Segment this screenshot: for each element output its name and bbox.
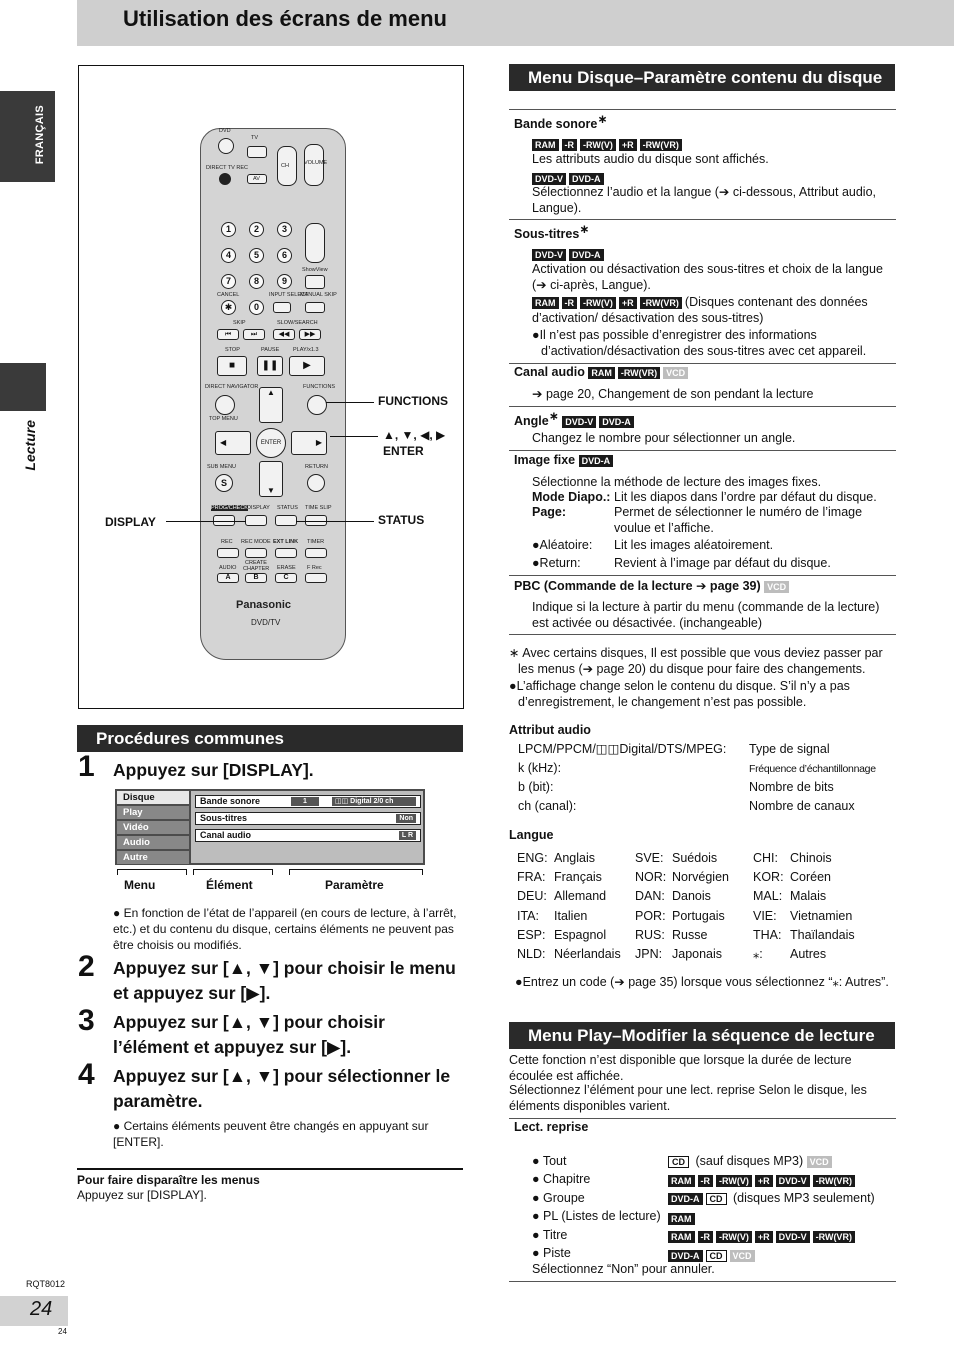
row-bande-sonore-num: 1 bbox=[291, 797, 319, 806]
attribut-key-2: k (kHz): bbox=[518, 761, 562, 775]
sous-titres-title-text: Sous-titres bbox=[514, 227, 580, 242]
tag-rwvr: -RW(VR) bbox=[640, 297, 682, 309]
tag-rwvr: -RW(VR) bbox=[618, 367, 660, 379]
status-button-icon bbox=[275, 515, 297, 526]
lect-item-pl-tags bbox=[668, 1211, 698, 1225]
remote-label-frec: F Rec bbox=[307, 565, 322, 571]
lect-item-groupe-tags bbox=[668, 1190, 875, 1206]
angle-star: ∗ bbox=[548, 409, 559, 423]
pbc-text: Indique si la lecture à partir du menu (commande de la lecture) est activée ou désactivée. (inchangeable) bbox=[532, 600, 880, 630]
remote-label-input-select: INPUT SELECT bbox=[269, 292, 309, 298]
caption-element: Élément bbox=[206, 878, 253, 892]
tag-dvdv: DVD-V bbox=[532, 249, 566, 261]
page-title: Utilisation des écrans de menu bbox=[123, 6, 447, 31]
pbc-title-text: PBC (Commande de la lecture ➔ page 39) bbox=[514, 579, 761, 593]
lect-item-piste: ● Piste bbox=[532, 1246, 571, 1260]
image-fixe-title bbox=[514, 453, 616, 467]
langue-name: Néerlandais bbox=[554, 947, 621, 961]
tag-dvda: DVD-A bbox=[668, 1193, 703, 1205]
angle-title bbox=[514, 409, 637, 428]
tag-r: -R bbox=[562, 139, 578, 151]
hide-menu-text: Appuyez sur [DISPLAY]. bbox=[77, 1188, 207, 1202]
lect-item-tout: ● Tout bbox=[532, 1154, 567, 1168]
bande-sonore-star: ∗ bbox=[597, 112, 608, 126]
sous-titres-text-2: (Disques contenant des données d’activation/ désactivation des sous-titres) bbox=[532, 295, 868, 325]
row-sous-titres bbox=[195, 812, 421, 825]
remote-label-stop: STOP bbox=[225, 347, 240, 353]
remote-control bbox=[200, 128, 346, 660]
remote-label-slow-search: SLOW/SEARCH bbox=[277, 320, 318, 326]
langue-name: Thaïlandais bbox=[790, 927, 855, 942]
skip-back-icon: ⏮ bbox=[217, 329, 239, 340]
enter-button-icon: ENTER bbox=[256, 428, 286, 458]
remote-label-erase: ERASE bbox=[277, 565, 296, 571]
remote-label-return: RETURN bbox=[305, 464, 328, 470]
remote-label-prog-check: PROG/CHECK bbox=[211, 505, 248, 511]
timer-button-icon bbox=[305, 548, 327, 558]
step-2-number: 2 bbox=[78, 950, 95, 983]
attribut-val-3: Nombre de bits bbox=[749, 780, 834, 794]
tag-dvdv: DVD-V bbox=[776, 1231, 810, 1243]
langue-name: Autres bbox=[790, 947, 827, 961]
langue-name: Anglais bbox=[554, 851, 595, 865]
num-0-button-icon: 0 bbox=[249, 300, 264, 315]
langue-code: ⁎: bbox=[753, 947, 763, 961]
tag-vcd: VCD bbox=[807, 1156, 832, 1168]
row-canal-audio-value: L R bbox=[399, 831, 416, 840]
remote-label-pause: PAUSE bbox=[261, 347, 280, 353]
remote-label-display: DISPLAY bbox=[247, 505, 270, 511]
langue-name: Coréen bbox=[790, 870, 831, 885]
sous-titres-text-3: Il n’est pas possible d’enregistrer des informations d’activation/désactivation des sous-titres avec cet appareil. bbox=[539, 328, 867, 358]
sous-titres-line-2 bbox=[532, 294, 894, 326]
remote-label-rec-mode: REC MODE bbox=[241, 539, 271, 545]
step-4-text: Appuyez sur [▲, ▼] pour sélectionner le paramètre. bbox=[113, 1066, 451, 1111]
num-4-button-icon: 4 bbox=[221, 248, 236, 263]
model-label: DVD/TV bbox=[251, 618, 281, 627]
section-tab bbox=[0, 363, 46, 411]
direct-navigator-button-icon bbox=[215, 395, 235, 415]
langue-name: Norvégien bbox=[672, 870, 729, 885]
page-number: 24 bbox=[30, 1298, 53, 1320]
chapter-b-button-icon: B bbox=[245, 573, 267, 583]
bande-sonore-tags-1 bbox=[532, 137, 685, 151]
langue-name: Allemand bbox=[554, 889, 607, 904]
tag-ram: RAM bbox=[668, 1175, 695, 1187]
step-1-note: ● En fonction de l’état de l’appareil (en cours de lecture, à l’arrêt, etc.) et du contenu du disque, certains éléments ne peuvent pas être choisis ou modifiés. bbox=[113, 906, 457, 952]
image-fixe-val-1: Lit les diapos dans l’ordre par défaut du disque. bbox=[614, 490, 877, 504]
langue-name: Japonais bbox=[672, 947, 723, 961]
lect-item-pl: ● PL (Listes de lecture) bbox=[532, 1209, 661, 1223]
tag-cd: CD bbox=[706, 1193, 727, 1205]
langue-name: Russe bbox=[672, 927, 708, 942]
langue-code: SVE: bbox=[635, 851, 664, 865]
rec-dot-icon bbox=[219, 173, 231, 185]
play-intro-1: Cette fonction n’est disponible que lorsque la durée de lecture écoulée est affichée. bbox=[509, 1053, 852, 1083]
row-bande-sonore bbox=[195, 795, 421, 808]
frec-button-icon bbox=[305, 573, 327, 583]
langue-note-text: Entrez un code (➔ page 35) lorsque vous sélectionnez “⁎: Autres”. bbox=[522, 975, 889, 989]
callout-display: DISPLAY bbox=[105, 515, 156, 529]
langue-code: ITA: bbox=[517, 908, 539, 923]
tag-r: -R bbox=[562, 297, 578, 309]
langue-code: VIE: bbox=[753, 908, 777, 923]
remote-label-rec: REC bbox=[221, 539, 233, 545]
power-button-icon bbox=[218, 138, 234, 154]
remote-label-manual-skip: MANUAL SKIP bbox=[300, 292, 337, 298]
step-4-number: 4 bbox=[78, 1058, 95, 1091]
sous-titres-text-1: Activation ou désactivation des sous-titres et choix de la langue (➔ ci-après, Langue). bbox=[532, 262, 883, 292]
canal-audio-text: ➔ page 20, Changement de son pendant la lecture bbox=[532, 387, 814, 401]
lect-item-tout-note: (sauf disques MP3) bbox=[695, 1154, 804, 1168]
erase-c-button-icon: C bbox=[275, 573, 297, 583]
tag-pr: +R bbox=[755, 1175, 773, 1187]
lect-item-groupe-label: Groupe bbox=[543, 1191, 585, 1205]
audio-a-button-icon: A bbox=[217, 573, 239, 583]
remote-label-volume: VOLUME bbox=[304, 160, 328, 166]
skip-forward-icon: ⏭ bbox=[243, 329, 265, 340]
remote-label-sub-menu: SUB MENU bbox=[207, 464, 237, 470]
step-1-number: 1 bbox=[78, 750, 95, 783]
lect-item-pl-label: PL (Listes de lecture) bbox=[543, 1209, 661, 1223]
tag-dvda: DVD-A bbox=[599, 416, 634, 428]
num-1-button-icon: 1 bbox=[221, 222, 236, 237]
hide-menu-title: Pour faire disparaître les menus bbox=[77, 1173, 260, 1187]
display-menu-screen bbox=[115, 789, 425, 865]
arrow-up-icon: ▲ bbox=[259, 387, 283, 423]
bande-sonore-title-text: Bande sonore bbox=[514, 117, 598, 132]
langue-code: MAL: bbox=[753, 889, 783, 904]
langue-code: JPN: bbox=[635, 947, 663, 961]
tag-rwvr: -RW(VR) bbox=[813, 1231, 855, 1243]
remote-label-direct-navigator: DIRECT NAVIGATOR bbox=[205, 384, 259, 390]
langue-title: Langue bbox=[509, 828, 554, 842]
tag-vcd: VCD bbox=[764, 581, 789, 593]
functions-button-icon bbox=[307, 395, 327, 415]
image-fixe-title-text: Image fixe bbox=[514, 453, 576, 467]
langue-code: DEU: bbox=[517, 889, 547, 904]
langue-code: DAN: bbox=[635, 889, 665, 904]
rewind-icon: ◀◀ bbox=[273, 329, 295, 340]
bande-sonore-text-2: Sélectionnez l’audio et la langue (➔ ci-dessous, Attribut audio, Langue). bbox=[532, 185, 877, 215]
row-canal-audio-label: Canal audio bbox=[200, 830, 252, 840]
tag-vcd: VCD bbox=[663, 367, 688, 379]
sous-titres-note: ●Il n’est pas possible d’enregistrer des informations d’activation/désactivation des sous-titres avec cet appareil. bbox=[532, 328, 867, 358]
tag-cd: CD bbox=[706, 1250, 727, 1262]
bande-sonore-text-1: Les attributs audio du disque sont affichés. bbox=[532, 152, 769, 166]
tag-dvdv: DVD-V bbox=[532, 173, 566, 185]
lect-item-titre-label: Titre bbox=[542, 1228, 568, 1242]
attribut-key-3: b (bit): bbox=[518, 780, 554, 794]
caption-menu: Menu bbox=[124, 878, 156, 892]
langue-name: Suédois bbox=[672, 851, 718, 865]
image-fixe-key-1: Mode Diapo.: bbox=[532, 490, 611, 504]
remote-label-create-chapter: CREATE CHAPTER bbox=[243, 560, 270, 572]
image-fixe-key-2: Page: bbox=[532, 505, 567, 519]
sub-menu-button-icon: S bbox=[215, 474, 233, 492]
manual-skip-button-icon bbox=[305, 302, 325, 313]
tag-rwvr: -RW(VR) bbox=[813, 1175, 855, 1187]
fast-forward-icon: ▶▶ bbox=[299, 329, 321, 340]
langue-code: POR: bbox=[635, 908, 666, 923]
play-menu-heading: Menu Play–Modifier la séquence de lecture bbox=[509, 1022, 895, 1049]
lect-item-chapitre: ● Chapitre bbox=[532, 1172, 591, 1186]
lect-item-titre-tags bbox=[668, 1229, 858, 1243]
lect-item-piste-tags bbox=[668, 1248, 758, 1262]
menu-play: Play bbox=[117, 806, 189, 819]
showview-button-icon bbox=[305, 275, 325, 289]
num-7-button-icon: 7 bbox=[221, 274, 236, 289]
tag-rwv: -RW(V) bbox=[716, 1231, 752, 1243]
num-3-button-icon: 3 bbox=[277, 222, 292, 237]
remote-label-skip: SKIP bbox=[233, 320, 246, 326]
tag-r: -R bbox=[698, 1175, 714, 1187]
attribut-key-1: LPCM/PPCM/◫◫Digital/DTS/MPEG: bbox=[518, 742, 727, 756]
langue-code: THA: bbox=[753, 927, 782, 942]
lect-item-piste-label: Piste bbox=[543, 1246, 571, 1260]
brand-logo: Panasonic bbox=[236, 599, 292, 611]
rec-button-icon bbox=[217, 548, 239, 558]
tv-power-button-icon bbox=[247, 146, 267, 158]
callout-status: STATUS bbox=[378, 513, 425, 527]
angle-text: Changez le nombre pour sélectionner un angle. bbox=[532, 431, 796, 445]
row-sous-titres-value: Non bbox=[396, 814, 416, 823]
remote-label-ch: CH bbox=[281, 163, 289, 169]
tag-ram: RAM bbox=[668, 1213, 695, 1225]
image-fixe-val-4: Revient à l’image par défaut du disque. bbox=[614, 556, 831, 570]
remote-label-showview: ShowView bbox=[302, 267, 328, 273]
lect-item-groupe-note: (disques MP3 seulement) bbox=[732, 1191, 875, 1205]
tag-pr: +R bbox=[619, 139, 637, 151]
menu-autre: Autre bbox=[117, 851, 189, 864]
image-fixe-text: Sélectionne la méthode de lecture des images fixes. bbox=[532, 475, 822, 489]
remote-label-tv: TV bbox=[251, 135, 259, 141]
tag-ram: RAM bbox=[588, 367, 615, 379]
step-3-number: 3 bbox=[78, 1004, 95, 1037]
return-button-icon bbox=[307, 474, 325, 492]
langue-code: RUS: bbox=[635, 927, 665, 942]
remote-label-direct-tv-rec: DIRECT TV REC bbox=[206, 165, 248, 171]
step-2-text: Appuyez sur [▲, ▼] pour choisir le menu et appuyez sur [▶]. bbox=[113, 958, 456, 1003]
pause-icon: ❚❚ bbox=[257, 356, 283, 376]
tag-rwv: -RW(V) bbox=[580, 139, 616, 151]
remote-label-av: AV bbox=[253, 176, 260, 182]
tag-pr: +R bbox=[619, 297, 637, 309]
remote-label-functions: FUNCTIONS bbox=[303, 384, 336, 390]
remote-label-cancel: CANCEL bbox=[217, 292, 240, 298]
tag-dvdv: DVD-V bbox=[562, 416, 596, 428]
stop-icon: ■ bbox=[217, 356, 247, 376]
play-intro-2: Sélectionnez l’élément pour une lect. reprise Selon le disque, les éléments disponibles varient. bbox=[509, 1083, 867, 1113]
footnote-1: ∗ Avec certains disques, Il est possible que vous deviez passer par les menus (➔ page 20) du disque pour faire des changements. bbox=[509, 646, 883, 676]
num-6-button-icon: 6 bbox=[277, 248, 292, 263]
remote-label-time-slip: TIME SLIP bbox=[305, 505, 332, 511]
attribut-val-1: Type de signal bbox=[749, 742, 830, 756]
callout-enter: ENTER bbox=[383, 444, 424, 458]
num-8-button-icon: 8 bbox=[249, 274, 264, 289]
attribut-val-2: Fréquence d’échantillonnage bbox=[749, 763, 876, 775]
doc-code: RQT8012 bbox=[26, 1279, 66, 1289]
tag-rwv: -RW(V) bbox=[580, 297, 616, 309]
step-4-note: ● Certains éléments peuvent être changés en appuyant sur [ENTER]. bbox=[113, 1119, 429, 1149]
tag-dvda: DVD-A bbox=[569, 173, 604, 185]
sous-titres-star: ∗ bbox=[579, 222, 590, 236]
langue-name: Portugais bbox=[672, 908, 725, 923]
remote-label-dvd: DVD bbox=[219, 128, 231, 134]
procedures-heading: Procédures communes bbox=[77, 725, 463, 752]
lect-item-chapitre-tags bbox=[668, 1173, 858, 1187]
langue-name: Vietnamien bbox=[790, 908, 853, 923]
sous-titres-tags-1 bbox=[532, 247, 607, 261]
row-bande-sonore-value: ◫◫ Digital 2/0 ch bbox=[332, 797, 416, 806]
row-bande-sonore-label: Bande sonore bbox=[200, 796, 261, 806]
cancel-button-icon: ✱ bbox=[221, 300, 236, 315]
lect-item-tout-tags bbox=[668, 1153, 835, 1169]
disc-menu-heading: Menu Disque–Paramètre contenu du disque bbox=[509, 64, 895, 91]
callout-functions: FUNCTIONS bbox=[378, 394, 448, 408]
footnote-2: ●L’affichage change selon le contenu du disque. S’il n’y a pas d’enregistrement, le changement n’est pas possible. bbox=[509, 679, 850, 709]
lect-item-chapitre-label: Chapitre bbox=[543, 1172, 591, 1186]
image-fixe-key-4: ●Return: bbox=[532, 556, 581, 570]
tag-rwv: -RW(V) bbox=[716, 1175, 752, 1187]
tag-dvda: DVD-A bbox=[668, 1250, 703, 1262]
remote-label-timer: TIMER bbox=[307, 539, 325, 545]
lect-reprise-title: Lect. reprise bbox=[514, 1120, 589, 1134]
menu-audio: Audio bbox=[117, 836, 189, 849]
lect-cancel-text: Sélectionnez “Non” pour annuler. bbox=[532, 1262, 715, 1276]
langue-code: ESP: bbox=[517, 927, 546, 942]
langue-code: KOR: bbox=[753, 870, 784, 885]
tag-rwvr: -RW(VR) bbox=[640, 139, 682, 151]
lect-item-titre: ● Titre bbox=[532, 1228, 568, 1242]
remote-label-audio: AUDIO bbox=[219, 565, 237, 571]
image-fixe-val-3: Lit les images aléatoirement. bbox=[614, 538, 774, 552]
language-tab-label: FRANÇAIS bbox=[34, 105, 46, 165]
language-tab bbox=[0, 91, 55, 182]
page-number-small: 24 bbox=[58, 1327, 67, 1336]
lect-item-tout-label: Tout bbox=[542, 1154, 567, 1168]
langue-name: Danois bbox=[672, 889, 711, 904]
tag-vcd: VCD bbox=[730, 1250, 755, 1262]
langue-note: ●Entrez un code (➔ page 35) lorsque vous sélectionnez “⁎: Autres”. bbox=[515, 975, 889, 989]
langue-name: Chinois bbox=[790, 851, 832, 865]
caption-parametre: Paramètre bbox=[325, 878, 384, 892]
langue-code: ENG: bbox=[517, 851, 548, 865]
arrow-right-icon: ▶ bbox=[291, 431, 327, 455]
langue-name: Malais bbox=[790, 889, 827, 904]
tag-dvda: DVD-A bbox=[569, 249, 604, 261]
step-3-text: Appuyez sur [▲, ▼] pour choisir l’élément et appuyez sur [▶]. bbox=[113, 1012, 385, 1057]
tag-ram: RAM bbox=[532, 297, 559, 309]
langue-code: FRA: bbox=[517, 870, 546, 885]
canal-audio-title bbox=[514, 365, 691, 379]
step-4-note-text: Certains éléments peuvent être changés en appuyant sur [ENTER]. bbox=[113, 1119, 429, 1149]
num-2-button-icon: 2 bbox=[249, 222, 264, 237]
langue-code: NOR: bbox=[635, 870, 667, 885]
row-canal-audio bbox=[195, 829, 421, 842]
num-9-button-icon: 9 bbox=[277, 274, 292, 289]
remote-label-status: STATUS bbox=[277, 505, 298, 511]
num-5-button-icon: 5 bbox=[249, 248, 264, 263]
step-1-text: Appuyez sur [DISPLAY]. bbox=[113, 760, 314, 780]
section-tab-label: Lecture bbox=[22, 420, 38, 471]
bande-sonore-title bbox=[514, 112, 607, 131]
attribut-audio-title: Attribut audio bbox=[509, 723, 591, 737]
input-select-button-icon bbox=[273, 302, 291, 313]
tag-cd: CD bbox=[668, 1156, 689, 1168]
remote-label-top-menu: TOP MENU bbox=[209, 416, 238, 422]
tag-pr: +R bbox=[755, 1231, 773, 1243]
bande-sonore-tags-2 bbox=[532, 171, 607, 185]
row-sous-titres-label: Sous-titres bbox=[200, 813, 248, 823]
canal-audio-title-text: Canal audio bbox=[514, 365, 585, 379]
sous-titres-title bbox=[514, 222, 589, 241]
arrow-down-icon: ▼ bbox=[259, 461, 283, 497]
ext-link-button-icon bbox=[275, 548, 297, 558]
lect-item-groupe: ● Groupe bbox=[532, 1191, 585, 1205]
play-icon: ▶ bbox=[289, 356, 325, 376]
angle-title-text: Angle bbox=[514, 414, 549, 429]
footnote-2-text: L’affichage change selon le contenu du disque. S’il n’y a pas d’enregistrement, le changement n’est pas possible. bbox=[516, 679, 850, 709]
callout-arrows: ▲, ▼, ◀, ▶ bbox=[383, 428, 446, 442]
step-1-note-text: En fonction de l’état de l’appareil (en cours de lecture, à l’arrêt, etc.) et du contenu du disque, certains éléments ne peuvent pas être choisis ou modifiés. bbox=[113, 906, 457, 952]
tag-r: -R bbox=[698, 1231, 714, 1243]
menu-disque: Disque bbox=[117, 791, 189, 804]
remote-label-ext-link: EXT LINK bbox=[273, 539, 299, 545]
remote-label-play: PLAY/x1.3 bbox=[293, 347, 319, 353]
tag-dvdv: DVD-V bbox=[776, 1175, 810, 1187]
attribut-val-4: Nombre de canaux bbox=[749, 799, 855, 813]
langue-code: CHI: bbox=[753, 851, 778, 865]
menu-video: Vidéo bbox=[117, 821, 189, 834]
tag-ram: RAM bbox=[532, 139, 559, 151]
pbc-title bbox=[514, 578, 792, 593]
image-fixe-val-2: Permet de sélectionner le numéro de l’image voulue et l’affiche. bbox=[614, 505, 863, 535]
tag-ram: RAM bbox=[668, 1231, 695, 1243]
arrow-left-icon: ◀ bbox=[215, 431, 251, 455]
rec-mode-button-icon bbox=[245, 548, 267, 558]
image-fixe-key-3: ●Aléatoire: bbox=[532, 538, 593, 552]
langue-name: Espagnol bbox=[554, 927, 607, 942]
tag-dvda: DVD-A bbox=[579, 455, 614, 467]
attribut-key-4: ch (canal): bbox=[518, 799, 577, 813]
ch-rocker-2-icon bbox=[305, 223, 325, 263]
langue-name: Italien bbox=[554, 908, 588, 923]
langue-name: Français bbox=[554, 870, 602, 885]
langue-code: NLD: bbox=[517, 947, 546, 961]
display-button-icon bbox=[245, 515, 267, 526]
